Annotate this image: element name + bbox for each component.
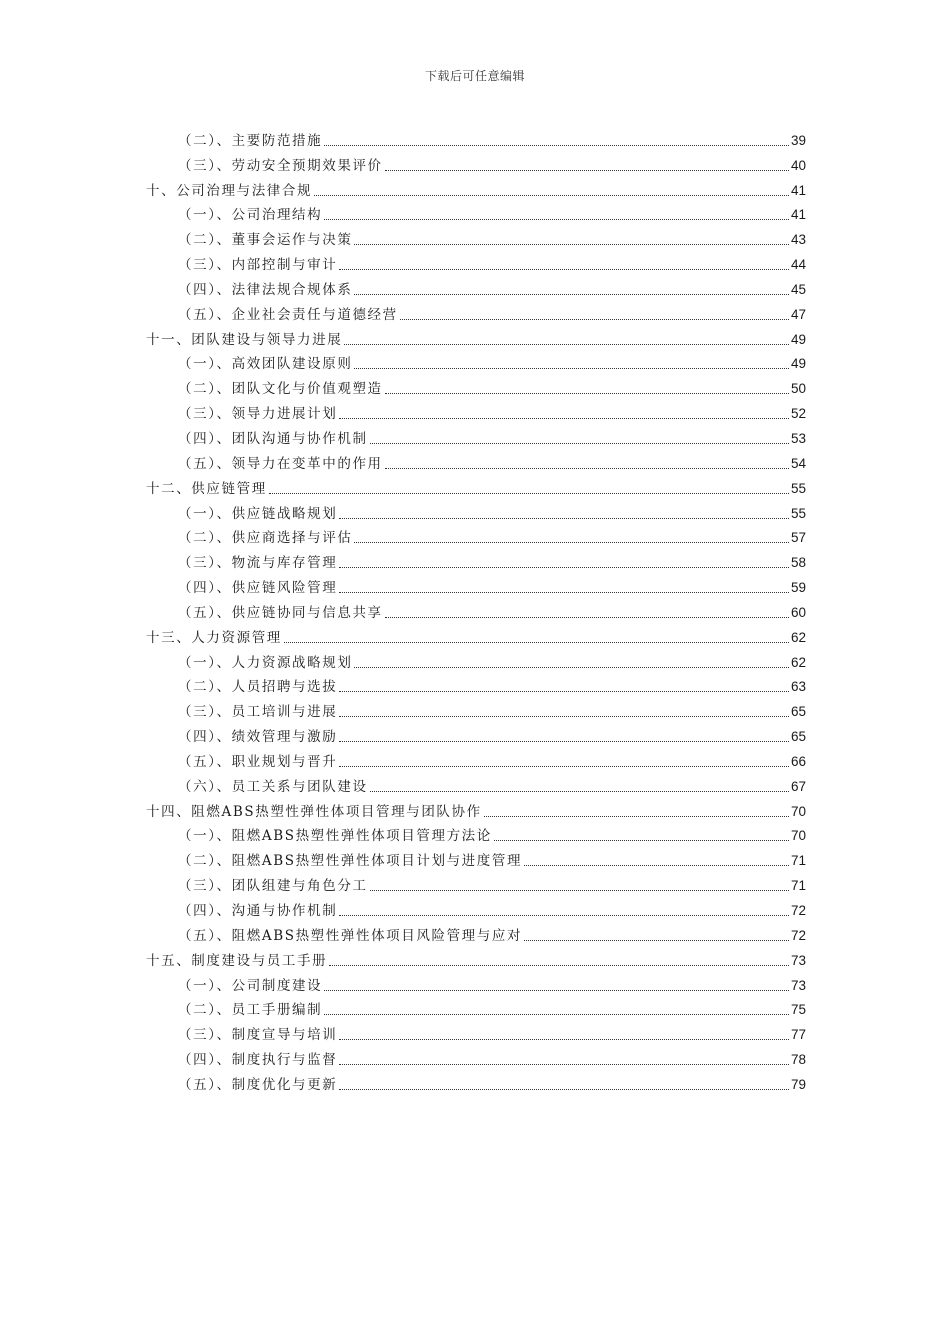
toc-section-entry[interactable] — [146, 399, 806, 424]
toc-chapter-entry[interactable] — [146, 176, 806, 201]
toc-page-number: 71 — [790, 853, 806, 869]
toc-entry-title: （四）、绩效管理与激励 — [178, 729, 338, 746]
toc-dot-leader — [385, 393, 789, 394]
toc-page-number: 44 — [790, 257, 806, 273]
toc-entry-title: （五）、制度优化与更新 — [178, 1076, 338, 1093]
toc-dot-leader — [339, 1039, 789, 1040]
toc-dot-leader — [524, 940, 789, 941]
toc-section-entry[interactable] — [146, 697, 806, 722]
toc-section-entry[interactable] — [146, 996, 806, 1021]
toc-entry-title: （一）、阻燃ABS热塑性弹性体项目管理方法论 — [178, 828, 492, 845]
toc-dot-leader — [324, 145, 789, 146]
toc-dot-leader — [339, 518, 789, 519]
toc-entry-title: 十三、人力资源管理 — [146, 629, 282, 646]
toc-dot-leader — [339, 1089, 789, 1090]
toc-section-entry[interactable] — [146, 971, 806, 996]
toc-dot-leader — [339, 766, 789, 767]
toc-dot-leader — [370, 443, 789, 444]
toc-chapter-entry[interactable] — [146, 474, 806, 499]
toc-entry-title: （二）、人员招聘与选拔 — [178, 679, 338, 696]
toc-dot-leader — [339, 741, 789, 742]
toc-dot-leader — [339, 1064, 789, 1065]
toc-chapter-entry[interactable] — [146, 946, 806, 971]
toc-page-number: 50 — [790, 381, 806, 397]
toc-section-entry[interactable] — [146, 151, 806, 176]
toc-page-number: 60 — [790, 604, 806, 620]
toc-section-entry[interactable] — [146, 1020, 806, 1045]
toc-dot-leader — [324, 990, 789, 991]
toc-dot-leader — [494, 840, 789, 841]
toc-page-number: 66 — [790, 753, 806, 769]
toc-page-number: 72 — [790, 927, 806, 943]
toc-page-number: 65 — [790, 704, 806, 720]
toc-dot-leader — [370, 791, 789, 792]
toc-page-number: 63 — [790, 679, 806, 695]
toc-section-entry[interactable] — [146, 1045, 806, 1070]
toc-page-number: 43 — [790, 232, 806, 248]
toc-page-number: 62 — [790, 654, 806, 670]
toc-dot-leader — [354, 542, 789, 543]
toc-page-number: 52 — [790, 406, 806, 422]
toc-dot-leader — [524, 865, 789, 866]
toc-section-entry[interactable] — [146, 722, 806, 747]
toc-dot-leader — [339, 915, 789, 916]
toc-entry-title: （一）、供应链战略规划 — [178, 505, 338, 522]
toc-entry-title: （五）、领导力在变革中的作用 — [178, 455, 383, 472]
toc-page-number: 78 — [790, 1052, 806, 1068]
toc-dot-leader — [329, 965, 789, 966]
toc-dot-leader — [324, 219, 789, 220]
toc-section-entry[interactable] — [146, 921, 806, 946]
toc-dot-leader — [385, 468, 789, 469]
toc-section-entry[interactable] — [146, 449, 806, 474]
toc-entry-title: （五）、供应链协同与信息共享 — [178, 604, 383, 621]
toc-page-number: 49 — [790, 331, 806, 347]
toc-entry-title: 十、公司治理与法律合规 — [146, 182, 313, 199]
toc-chapter-entry[interactable] — [146, 623, 806, 648]
toc-entry-title: （三）、制度宣导与培训 — [178, 1027, 338, 1044]
toc-section-entry[interactable] — [146, 896, 806, 921]
toc-section-entry[interactable] — [146, 1070, 806, 1095]
toc-section-entry[interactable] — [146, 524, 806, 549]
toc-entry-title: （二）、董事会运作与决策 — [178, 232, 353, 249]
toc-page-number: 53 — [790, 430, 806, 446]
toc-section-entry[interactable] — [146, 772, 806, 797]
toc-dot-leader — [354, 294, 789, 295]
toc-dot-leader — [354, 244, 789, 245]
toc-page-number: 79 — [790, 1076, 806, 1092]
toc-entry-title: （四）、沟通与协作机制 — [178, 903, 338, 919]
toc-section-entry[interactable] — [146, 225, 806, 250]
toc-page-number: 47 — [790, 306, 806, 322]
toc-section-entry[interactable] — [146, 300, 806, 325]
toc-dot-leader — [354, 667, 789, 668]
toc-page-number: 40 — [790, 157, 806, 173]
toc-entry-title: （一）、人力资源战略规划 — [178, 654, 353, 671]
toc-page-number: 54 — [790, 455, 806, 471]
toc-dot-leader — [354, 368, 789, 369]
toc-section-entry[interactable] — [146, 350, 806, 375]
toc-entry-title: （二）、员工手册编制 — [178, 1002, 323, 1019]
toc-chapter-entry[interactable] — [146, 325, 806, 350]
toc-entry-title: （一）、公司治理结构 — [178, 207, 323, 224]
toc-section-entry[interactable] — [146, 275, 806, 300]
toc-section-entry[interactable] — [146, 424, 806, 449]
toc-dot-leader — [339, 418, 789, 419]
toc-page-number: 55 — [790, 480, 806, 496]
toc-section-entry[interactable] — [146, 822, 806, 847]
toc-page-number: 62 — [790, 629, 806, 645]
toc-section-entry[interactable] — [146, 250, 806, 275]
toc-dot-leader — [339, 567, 789, 568]
toc-section-entry[interactable] — [146, 673, 806, 698]
toc-dot-leader — [269, 493, 789, 494]
toc-page-number: 67 — [790, 778, 806, 794]
toc-dot-leader — [400, 319, 789, 320]
toc-entry-title: （四）、团队沟通与协作机制 — [178, 430, 368, 447]
toc-dot-leader — [324, 1014, 789, 1015]
toc-section-entry[interactable] — [146, 871, 806, 896]
toc-chapter-entry[interactable] — [146, 797, 806, 822]
toc-entry-title: （五）、阻燃ABS热塑性弹性体项目风险管理与应对 — [178, 927, 523, 944]
toc-dot-leader — [284, 642, 789, 643]
toc-dot-leader — [484, 816, 789, 817]
toc-dot-leader — [385, 617, 789, 618]
toc-dot-leader — [339, 691, 789, 692]
toc-page-number: 70 — [790, 828, 806, 844]
toc-entry-title: （一）、高效团队建设原则 — [178, 356, 353, 373]
page-header: 下载后可任意编辑 — [424, 69, 525, 83]
toc-entry-title: （五）、企业社会责任与道德经营 — [178, 306, 398, 323]
toc-entry-title: 十一、团队建设与领导力进展 — [146, 331, 343, 348]
toc-page-number: 58 — [790, 555, 806, 571]
toc-page-number: 59 — [790, 580, 806, 596]
toc-entry-title: （四）、法律法规合规体系 — [178, 281, 353, 298]
toc-page-number: 71 — [790, 878, 806, 894]
toc-page-number: 73 — [790, 977, 806, 993]
toc-entry-title: （一）、公司制度建设 — [178, 977, 323, 994]
toc-entry-title: 十五、制度建设与员工手册 — [146, 952, 328, 969]
toc-entry-title: （二）、团队文化与价值观塑造 — [178, 381, 383, 398]
toc-section-entry[interactable] — [146, 374, 806, 399]
table-of-contents — [146, 126, 806, 1095]
toc-entry-title: （五）、职业规划与晋升 — [178, 753, 338, 770]
toc-page-number: 49 — [790, 356, 806, 372]
toc-page-number: 45 — [790, 281, 806, 297]
toc-page-number: 75 — [790, 1002, 806, 1018]
toc-entry-title: 十二、供应链管理 — [146, 480, 267, 497]
toc-entry-title: （二）、阻燃ABS热塑性弹性体项目计划与进度管理 — [178, 853, 523, 870]
toc-entry-title: 十四、阻燃ABS热塑性弹性体项目管理与团队协作 — [146, 803, 482, 820]
toc-page-number: 55 — [790, 505, 806, 521]
toc-entry-title: （三）、内部控制与审计 — [178, 257, 338, 274]
toc-page-number: 77 — [790, 1027, 806, 1043]
toc-section-entry[interactable] — [146, 548, 806, 573]
toc-dot-leader — [339, 716, 789, 717]
toc-page-number: 57 — [790, 530, 806, 546]
toc-page-number: 65 — [790, 729, 806, 745]
toc-entry-title: （三）、团队组建与角色分工 — [178, 878, 368, 895]
toc-entry-title: （三）、领导力进展计划 — [178, 406, 338, 423]
toc-dot-leader — [344, 344, 789, 345]
toc-page-number: 41 — [790, 182, 806, 198]
toc-section-entry[interactable] — [146, 573, 806, 598]
toc-dot-leader — [339, 269, 789, 270]
toc-entry-title: （三）、劳动安全预期效果评价 — [178, 157, 383, 174]
toc-dot-leader — [370, 890, 789, 891]
toc-entry-title: （四）、制度执行与监督 — [178, 1052, 338, 1069]
toc-entry-title: （二）、主要防范措施 — [178, 132, 323, 149]
toc-dot-leader — [339, 592, 789, 593]
toc-section-entry[interactable] — [146, 846, 806, 871]
toc-entry-title: （三）、员工培训与进展 — [178, 704, 338, 721]
toc-section-entry[interactable] — [146, 201, 806, 226]
toc-section-entry[interactable] — [146, 747, 806, 772]
toc-entry-title: （三）、物流与库存管理 — [178, 555, 338, 572]
toc-entry-title: （六）、员工关系与团队建设 — [178, 778, 368, 795]
toc-page-number: 73 — [790, 952, 806, 968]
toc-dot-leader — [385, 170, 789, 171]
toc-section-entry[interactable] — [146, 648, 806, 673]
toc-page-number: 41 — [790, 207, 806, 223]
toc-section-entry[interactable] — [146, 126, 806, 151]
toc-page-number: 70 — [790, 803, 806, 819]
toc-entry-title: （二）、供应商选择与评估 — [178, 530, 353, 547]
toc-dot-leader — [314, 195, 789, 196]
toc-page-number: 72 — [790, 903, 806, 918]
toc-section-entry[interactable] — [146, 499, 806, 524]
toc-entry-title: （四）、供应链风险管理 — [178, 580, 338, 597]
toc-page-number: 39 — [790, 132, 806, 148]
toc-section-entry[interactable] — [146, 598, 806, 623]
